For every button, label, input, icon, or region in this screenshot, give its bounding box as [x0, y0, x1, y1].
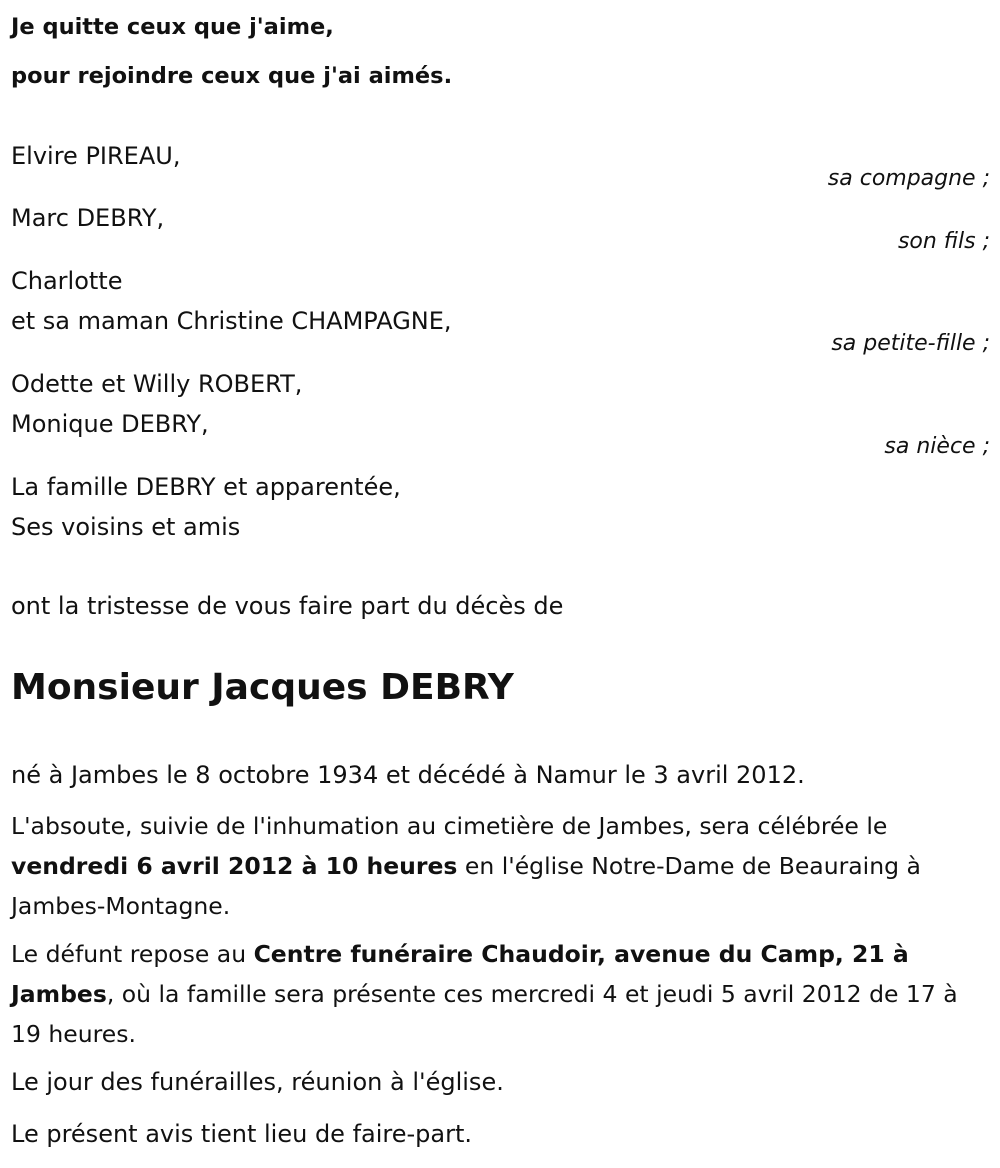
family-name-christine: et sa maman Christine CHAMPAGNE, [11, 307, 452, 335]
family-name-voisins: Ses voisins et amis [11, 513, 241, 541]
family-name-monique: Monique DEBRY, [11, 410, 209, 438]
family-name-marc: Marc DEBRY, [11, 204, 165, 232]
family-role-niece: sa nièce ; [884, 434, 990, 459]
birth-death: né à Jambes le 8 octobre 1934 et décédé à Namur le 3 avril 2012. [11, 761, 805, 789]
ceremony-place: en l'église Notre-Dame de Beauraing à Jambes-Montagne. [11, 852, 921, 920]
family-role-petite-fille: sa petite-fille ; [831, 331, 990, 356]
ceremony-paragraph [11, 806, 991, 926]
viewing-details: , où la famille sera présente ces mercredi 4 et jeudi 5 avril 2012 de 17 à 19 heures. [11, 980, 958, 1048]
family-name-robert: Odette et Willy ROBERT, [11, 370, 303, 398]
notice: Le présent avis tient lieu de faire-part. [11, 1120, 473, 1148]
funeral-day: Le jour des funérailles, réunion à l'église. [11, 1068, 504, 1096]
ceremony-datetime: vendredi 6 avril 2012 à 10 heures [11, 852, 458, 880]
deceased-name: Monsieur Jacques DEBRY [11, 667, 514, 708]
epigraph-line-1: Je quitte ceux que j'aime, [11, 14, 334, 40]
viewing-paragraph [11, 934, 991, 1054]
family-name-elvire: Elvire PIREAU, [11, 142, 181, 170]
viewing-intro: Le défunt repose au [11, 940, 254, 968]
announcement: ont la tristesse de vous faire part du décès de [11, 592, 564, 620]
epigraph-line-2: pour rejoindre ceux que j'ai aimés. [11, 63, 453, 89]
family-name-charlotte: Charlotte [11, 267, 123, 295]
family-role-fils: son fils ; [897, 229, 990, 254]
family-name-famille: La famille DEBRY et apparentée, [11, 473, 401, 501]
ceremony-intro: L'absoute, suivie de l'inhumation au cimetière de Jambes, sera célébrée le [11, 812, 888, 840]
viewing-location: Centre funéraire Chaudoir, avenue du Camp, 21 à Jambes [11, 940, 909, 1008]
family-role-compagne: sa compagne ; [827, 166, 990, 191]
